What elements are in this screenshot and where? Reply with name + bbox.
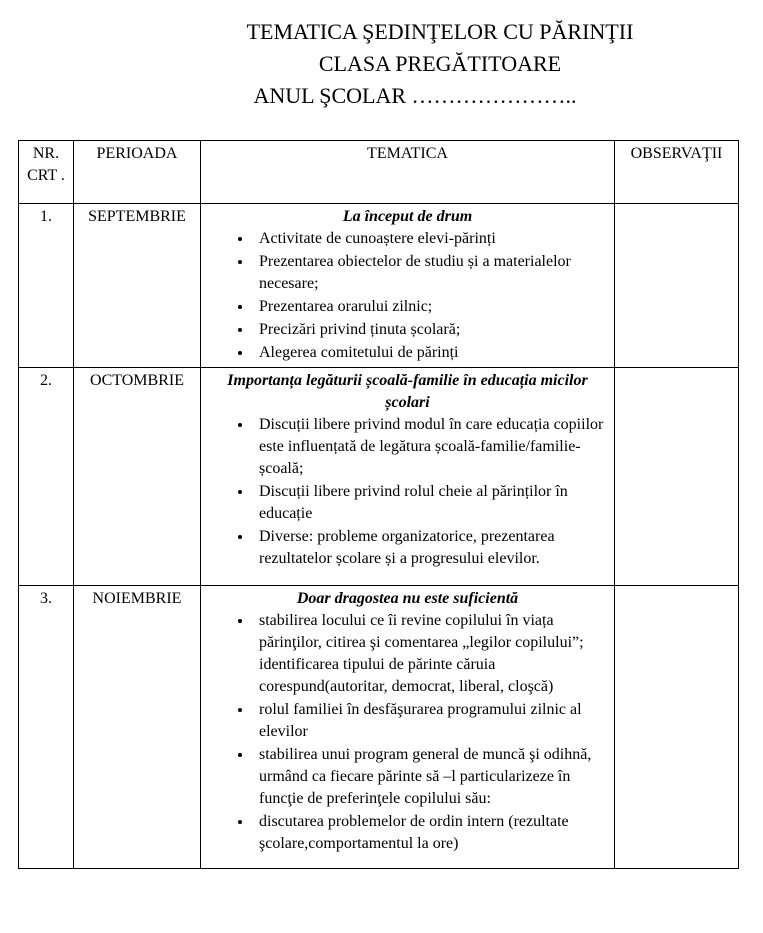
- header-topic: TEMATICA: [201, 141, 615, 204]
- list-item: • Discuții libere privind rolul cheie al părinților în educație: [253, 481, 610, 525]
- title-line-2: CLASA PREGĂTITOARE: [318, 51, 562, 76]
- row-period: SEPTEMBRIE: [74, 204, 201, 368]
- list-item: • Activitate de cunoaștere elevi-părinți: [253, 228, 610, 250]
- row-topic-title: Doar dragostea nu este suficientă: [296, 590, 519, 607]
- row-topic-cell: [201, 586, 615, 869]
- document-title: [150, 16, 730, 112]
- header-period: PERIOADA: [74, 141, 201, 204]
- row-topic-cell: [201, 204, 615, 368]
- row-observations: [615, 586, 739, 869]
- list-item: • stabilirea unui program general de muncă şi odihnă, urmând ca fiecare părinte să –l particularizeze în funcţie de preferinţele copilului său:: [253, 744, 610, 810]
- row-observations: [615, 368, 739, 586]
- row-topic-list: [205, 610, 610, 855]
- list-item: • stabilirea locului ce îi revine copilului în viața părinţilor, citirea şi comentarea „legilor copilului”; identificarea tipului de părinte căruia corespund(autoritar, democrat, liberal, cloşcă): [253, 610, 610, 698]
- list-item: • Prezentarea orarului zilnic;: [253, 296, 610, 318]
- list-item: • Prezentarea obiectelor de studiu și a materialelor necesare;: [253, 251, 610, 295]
- list-item: • Discuții libere privind modul în care educația copiilor este influențată de legătura școală-familie/familie-școală;: [253, 414, 610, 480]
- row-observations: [615, 204, 739, 368]
- table-row: [19, 586, 739, 869]
- row-topic-title: La început de drum: [342, 208, 473, 225]
- table-header-row: [19, 141, 739, 204]
- row-topic-cell: [201, 368, 615, 586]
- list-item: • Precizări privind ținuta școlară;: [253, 319, 610, 341]
- header-observations: OBSERVAŢII: [615, 141, 739, 204]
- meetings-table: [18, 140, 739, 869]
- list-item: • discutarea problemelor de ordin intern (rezultate şcolare,comportamentul la ore): [253, 811, 610, 855]
- list-item: • Alegerea comitetului de părinți: [253, 342, 610, 364]
- row-period: OCTOMBRIE: [74, 368, 201, 586]
- table-row: [19, 368, 739, 586]
- row-period: NOIEMBRIE: [74, 586, 201, 869]
- row-topic-title: Importanța legăturii școală-familie în educația micilor școlari: [227, 372, 588, 411]
- row-nr: 3.: [19, 586, 74, 869]
- row-nr: 1.: [19, 204, 74, 368]
- row-nr: 2.: [19, 368, 74, 586]
- title-line-1: TEMATICA ŞEDINŢELOR CU PĂRINŢII: [246, 19, 634, 44]
- list-item: • rolul familiei în desfăşurarea programului zilnic al elevilor: [253, 699, 610, 743]
- row-topic-list: [205, 414, 610, 570]
- row-topic-list: [205, 228, 610, 364]
- title-line-3: ANUL ŞCOLAR …………………..: [253, 83, 577, 108]
- list-item: • Diverse: probleme organizatorice, prezentarea rezultatelor școlare și a progresului elevilor.: [253, 526, 610, 570]
- header-nr: NR. CRT .: [19, 141, 74, 204]
- table-row: [19, 204, 739, 368]
